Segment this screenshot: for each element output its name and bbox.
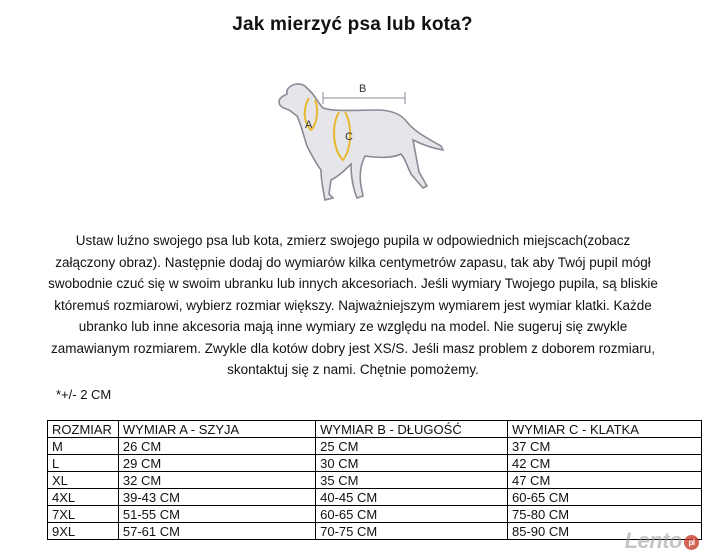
cell-neck: 57-61 CM (118, 523, 315, 540)
size-table (47, 420, 702, 540)
cell-neck: 39-43 CM (118, 489, 315, 506)
cell-length: 30 CM (316, 455, 508, 472)
watermark-text: Lento (624, 528, 682, 553)
watermark-badge: pl (684, 535, 699, 550)
cell-chest: 47 CM (507, 472, 701, 489)
cell-length: 35 CM (316, 472, 508, 489)
label-c: C (345, 131, 353, 143)
cell-length: 25 CM (316, 438, 508, 455)
cell-size: 9XL (48, 523, 119, 540)
cell-chest: 60-65 CM (507, 489, 701, 506)
table-row (48, 506, 702, 523)
cell-size: M (48, 438, 119, 455)
table-row (48, 472, 702, 489)
cell-size: 4XL (48, 489, 119, 506)
header-neck: WYMIAR A - SZYJA (118, 421, 315, 438)
cell-length: 70-75 CM (316, 523, 508, 540)
cell-size: 7XL (48, 506, 119, 523)
label-b: B (359, 83, 367, 95)
header-length: WYMIAR B - DŁUGOŚĆ (316, 421, 508, 438)
cell-size: L (48, 455, 119, 472)
table-row (48, 455, 702, 472)
tolerance-note: *+/- 2 CM (56, 387, 112, 402)
instructions-text: Ustaw luźno swojego psa lub kota, zmierz swojego pupila w odpowiednich miejscach(zobacz załączony obraz). Następnie dodaj do wymiarów kilka centymetrów zapasu, tak aby Twój pupil mógł swobodnie czuć się w swoim ubranku lub innych akcesoriach. Jeśli wymiary Twojego pupila, są bliskie któremuś rozmiarowi, wybierz rozmiar większy. Najważniejszym wymiarem jest wymiar klatki. Każde ubranko lub inne akcesoria mają inne wymiary ze względu na model. Nie sugeruj się zwykle zamawianym rozmiarem. Zwykle dla kotów dobry jest XS/S. Jeśli masz problem z doborem rozmiaru, skontaktuj się z nami. Chętnie pomożemy. (48, 233, 658, 377)
cell-neck: 29 CM (118, 455, 315, 472)
cell-neck: 51-55 CM (118, 506, 315, 523)
cell-length: 60-65 CM (316, 506, 508, 523)
page-title: Jak mierzyć psa lub kota? (232, 14, 473, 35)
cell-size: XL (48, 472, 119, 489)
label-a: A (305, 119, 313, 131)
table-row (48, 523, 702, 540)
table-header-row (48, 421, 702, 438)
cell-chest: 42 CM (507, 455, 701, 472)
cell-neck: 26 CM (118, 438, 315, 455)
cell-length: 40-45 CM (316, 489, 508, 506)
table-row (48, 438, 702, 455)
watermark-logo (625, 528, 699, 554)
table-row (48, 489, 702, 506)
dog-silhouette (279, 84, 443, 200)
cell-neck: 32 CM (118, 472, 315, 489)
header-size: ROZMIAR (48, 421, 119, 438)
cell-chest: 37 CM (507, 438, 701, 455)
header-chest: WYMIAR C - KLATKA (507, 421, 701, 438)
cell-chest: 75-80 CM (507, 506, 701, 523)
cell-chest: 85-90 CM (507, 523, 701, 540)
dog-measurement-diagram (265, 70, 455, 220)
